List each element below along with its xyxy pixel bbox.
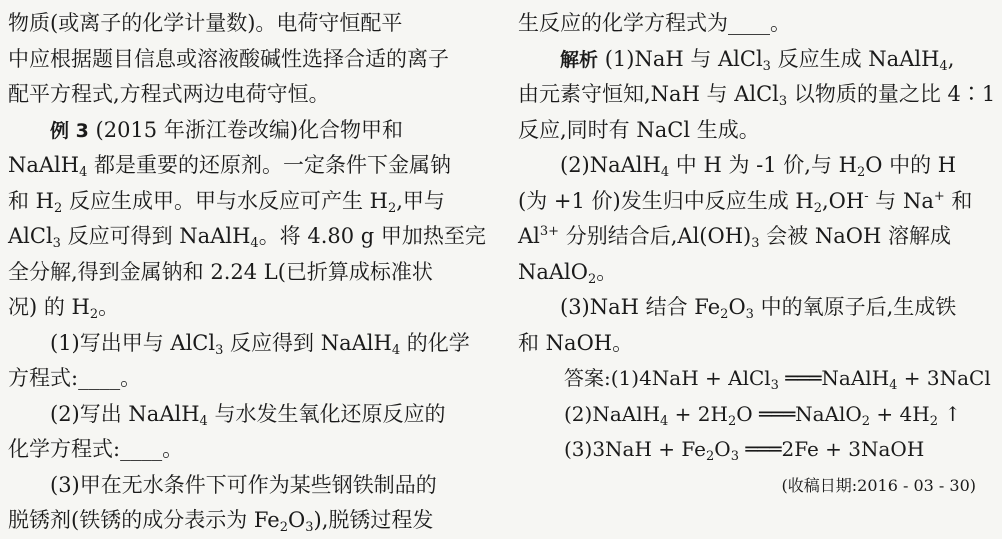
analysis-label: 解析 <box>560 48 599 71</box>
text-line: AlCl$_3$ 反应可得到 NaAlH$_4$。将 4.80 g 甲加热至完 <box>8 224 486 251</box>
question-1: (1)写出甲与 AlCl$_3$ 反应得到 NaAlH$_4$ 的化学 <box>50 330 470 358</box>
analysis-3: (3)NaH 结合 $Fe_2O_3$ 中的氧原子后,生成铁 <box>560 295 957 322</box>
text-line: 物质(或离子的化学计量数)。电荷守恒配平 <box>8 11 403 35</box>
analysis-heading: 解析 (1)NaH 与 AlCl$_3$ 反应生成 NaAlH$_4$, <box>560 46 955 74</box>
text-line: 配平方程式,方程式两边电荷守恒。 <box>8 82 330 106</box>
answer-3: $(3)3NaH + Fe_2O_3$ ═══2Fe + 3NaOH <box>564 437 925 464</box>
text-line: 反应,同时有 NaCl 生成。 <box>518 117 760 142</box>
text-line: 由元素守恒知,NaH 与 AlCl$_3$ 以物质的量之比 4∶1 <box>518 82 996 109</box>
date-line <box>518 468 994 504</box>
text-line: 生反应的化学方程式为____。 <box>518 11 791 35</box>
text-line: 中应根据题目信息或溶液酸碱性选择合适的离子 <box>8 46 449 71</box>
analysis-2: (2)NaAlH$_4$ 中 H 为 -1 价,与 $H_2O$ 中的 H <box>560 153 957 180</box>
example-heading: 例 3 (2015 年浙江卷改编)化合物甲和 <box>50 117 404 142</box>
question-3: (3)甲在无水条件下可作为某些钢铁制品的 <box>50 472 437 497</box>
answer-1: 答案:(1)4NaH + AlCl$_3$ ═══NaAlH$_4$ + 3NaCl <box>564 366 991 393</box>
text-line: 和 NaOH。 <box>518 330 634 355</box>
text-line: NaAlH$_4$ 都是重要的还原剂。一定条件下金属钠 <box>8 153 452 180</box>
text-line: 况) 的 $H_2$。 <box>8 295 120 322</box>
text-line: 和 $H_2$ 反应生成甲。甲与水反应可产生 $H_2$,甲与 <box>8 188 445 216</box>
text-line: 化学方程式:____。 <box>8 437 184 461</box>
text-line: 脱锈剂(铁锈的成分表示为 $Fe_2O_3$),脱锈过程发 <box>8 508 434 535</box>
text-line: 方程式:____。 <box>8 366 142 390</box>
text-line: (为 +1 价)发生归中反应生成 $H_2,OH^-$ 与 Na+ 和 <box>518 188 973 216</box>
right-column <box>518 6 994 503</box>
text-line: 全分解,得到金属钠和 2.24 L(已折算成标准状 <box>8 259 433 284</box>
text-line: NaAlO$_2$。 <box>518 259 618 287</box>
example-label: 例 3 <box>50 119 89 142</box>
question-2: (2)写出 NaAlH$_4$ 与水发生氧化还原反应的 <box>50 401 446 429</box>
received-date: (收稿日期:2016 - 03 - 30) <box>781 475 976 495</box>
answer-2: (2)NaAlH$_4$ + $2H_2O$ ═══NaAlO$_2$ + $4H_2$ ↑ <box>564 401 962 429</box>
left-column <box>8 6 498 539</box>
text-line: $Al^{3+}$ 分别结合后$,Al(OH)_3$ 会被 NaOH 溶解成 <box>518 224 951 251</box>
